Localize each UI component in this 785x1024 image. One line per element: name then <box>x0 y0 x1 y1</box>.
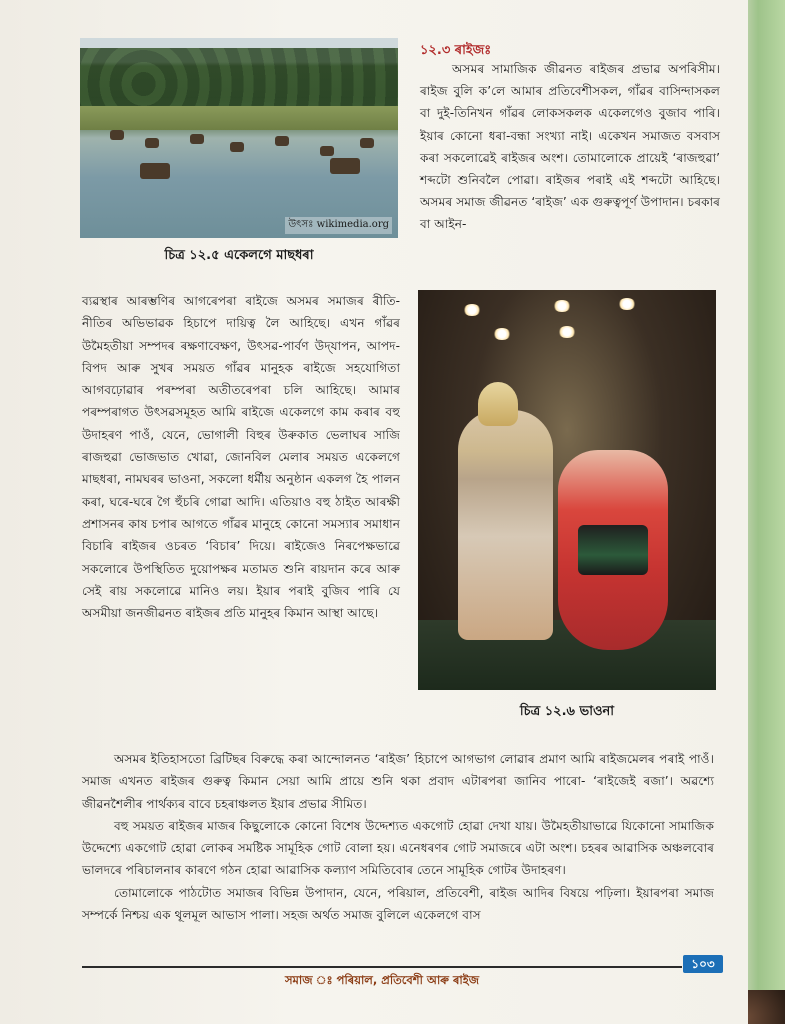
stage-light <box>493 328 511 340</box>
fishing-photo <box>80 38 398 238</box>
photo-fisher <box>140 163 170 179</box>
photo-trees <box>80 48 398 108</box>
stage-light <box>618 298 636 310</box>
section-intro <box>420 58 720 236</box>
photo-credit: উৎসঃ wikimedia.org <box>285 217 392 234</box>
photo-riverbank <box>80 106 398 130</box>
paragraph: ব্যৱস্থাৰ আৰম্ভণিৰ আগৰেপৰা ৰাইজে অসমৰ সমাজৰ ৰীতি-নীতিৰ অভিভাৱক হিচাপে দায়িত্ব লৈ আহিছে। এখন গাঁৱৰ উমৈহতীয়া সম্পদৰ ৰক্ষণাবেক্ষণ, উৎসৱ-পাৰ্বণ উদ্‌যাপন, আপদ-বিপদ আৰু সুখৰ সময়ত গাঁৱৰ মানুহক ৰাইজে সহযোগিতা আগবঢ়োৱাৰ পৰম্পৰা অতীতৰেপৰা চলি আহিছে। আমাৰ পৰম্পৰাগত উৎসৱসমূহত আমি ৰাইজে একেলগে কাম কৰাৰ বহু উদাহৰণ পাওঁ, যেনে, ভোগালী বিহুৰ উৰুকাত ভেলাঘৰ সাজি ৰাজহুৱা ভোজভাত খোৱা, জোনবিল মেলাৰ সময়ত একেলগে মাছধৰা, নামঘৰৰ ভাওনা, সকলো ধৰ্মীয় অনুষ্ঠান একলগ হৈ পালন কৰা, ঘৰে-ঘৰে গৈ হুঁচৰি গোৱা আদি। এতিয়াও বহু ঠাইত আৰক্ষী প্ৰশাসনৰ কাষ চপাৰ আগতে গাঁৱৰ মানুহে কোনো সমস্যাৰ সমাধান বিচাৰি ৰাইজৰ ওচৰত ‘বিচাৰ’ দিয়ে। ৰাইজেও নিৰপেক্ষভাৱে সকলোৰে উপস্থিতিত দুয়োপক্ষৰ মতামত শুনি ৰায়দান কৰে আৰু সেই ৰায় সকলোৱে মানিও লয়। ইয়াৰ পৰাই বুজিব পাৰি যে অসমীয়া জনজীৱনত ৰাইজৰ প্ৰতি মানুহৰ কিমান আস্থা আছে। <box>82 294 400 621</box>
actor-figure <box>458 410 553 640</box>
costume-belt <box>578 525 648 575</box>
figure-caption: চিত্ৰ ১২.৬ ভাওনা <box>519 704 615 719</box>
body-text <box>82 748 714 926</box>
figure-caption: চিত্ৰ ১২.৫ একেলগে মাছধৰা <box>164 248 314 263</box>
paragraph: তোমালোকে পাঠটোত সমাজৰ বিভিন্ন উপাদান, যেনে, পৰিয়াল, প্ৰতিবেশী, ৰাইজ আদিৰ বিষয়ে পঢ়িলা। ইয়াৰপৰা সমাজ সম্পৰ্কে নিশ্চয় এক থূলমূল আভাস পালা। সহজ অৰ্থত সমাজ বুলিলে একেলগে বাস <box>82 885 714 923</box>
photo-fisher <box>275 136 289 146</box>
actor-crown <box>478 382 518 426</box>
running-footer: সমাজ ঃ পৰিয়াল, প্ৰতিবেশী আৰু ৰাইজ <box>284 973 480 987</box>
photo-fisher <box>320 146 334 156</box>
paragraph: অসমৰ ইতিহাসতো ব্ৰিটিছৰ বিৰুদ্ধে কৰা আন্দোলনত ‘ৰাইজ’ হিচাপে আগভাগ লোৱাৰ প্ৰমাণ আমি ৰাইজমেলৰ পৰাই পাওঁ। সমাজ এখনত ৰাইজৰ গুৰুত্ব কিমান সেয়া আমি প্ৰায়ে শুনি থকা প্ৰবাদ এটাৰপৰা জানিব পাৰো- ‘ৰাইজেই ৰজা’। অৱশ্যে জীৱনশৈলীৰ পাৰ্থক্যৰ বাবে চহৰাঞ্চলত ইয়াৰ প্ৰভাৱ সীমিত। <box>82 752 714 811</box>
paragraph: অসমৰ সামাজিক জীৱনত ৰাইজৰ প্ৰভাৱ অপৰিসীম। ৰাইজ বুলি ক’লে আমাৰ প্ৰতিবেশীসকল, গাঁৱৰ বাসিন্দাসকল বা দুই-তিনিখন গাঁৱৰ লোকসকলক একেলগেও বুজাব পাৰি। ইয়াৰ কোনো ধৰা-বন্ধা সংখ্যা নাই। একেখন সমাজত বসবাস কৰা সকলোৱেই ৰাইজৰ অংশ। তোমালোকে প্ৰায়েই ‘ৰাজহুৱা’ শব্দটো শুনিবলৈ পোৱা। ৰাইজৰ পৰাই এই শব্দটো আহিছে। অসমৰ সমাজ জীৱনত ‘ৰাইজ’ এক গুৰুত্বপূৰ্ণ উপাদান। চৰকাৰ বা আইন- <box>420 62 720 232</box>
stage-light <box>558 326 576 338</box>
photo-fisher <box>110 130 124 140</box>
bhaona-photo <box>418 290 716 690</box>
photo-fisher <box>360 138 374 148</box>
stage-light <box>553 300 571 312</box>
paragraph: বহু সময়ত ৰাইজৰ মাজৰ কিছুলোকে কোনো বিশেষ উদ্দেশ্যত একগোট হোৱা দেখা যায়। উমৈহতীয়াভাৱে যিকোনো সামাজিক উদ্দেশ্যে একগোট হোৱা লোকৰ সমষ্টিক সামূহিক গোট বোলা হয়। এনেধৰণৰ গোট সমাজৰে এটা অংশ। চহৰৰ আৱাসিক অঞ্চলবোৰ ভালদৰে পৰিচালনাৰ কাৰণে গঠন হোৱা আৱাসিক কল্যাণ সমিতিবোৰ তেনে সামূহিক গোটৰ উদাহৰণ। <box>82 818 714 878</box>
photo-fisher <box>190 134 204 144</box>
page-number: ১০৩ <box>683 955 723 973</box>
stage-light <box>463 304 481 316</box>
left-column <box>82 290 400 624</box>
footer-rule <box>82 966 682 968</box>
photo-fisher <box>330 158 360 174</box>
photo-fisher <box>230 142 244 152</box>
photo-fisher <box>145 138 159 148</box>
section-title: ১২.৩ ৰাইজঃ <box>420 43 492 58</box>
